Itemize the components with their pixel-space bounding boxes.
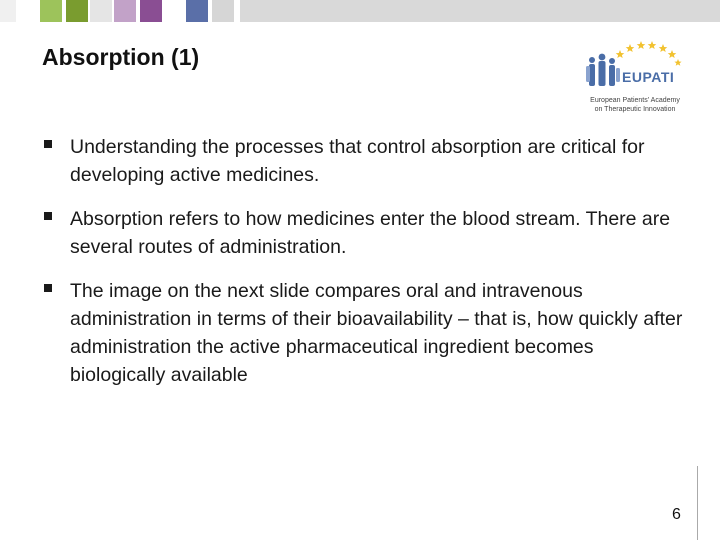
color-block-7	[186, 0, 208, 22]
page-number: 6	[672, 506, 681, 523]
color-block-6	[140, 0, 162, 22]
color-block-2	[40, 0, 62, 22]
bullet-item	[44, 133, 684, 189]
bullet-text: The image on the next slide compares oral and intravenous administration in terms of their bioavailability – that is, how quickly after administration the active pharmaceutical ingredient becomes biologically available	[70, 280, 683, 386]
logo-tagline-line-2: on Therapeutic Innovation	[594, 106, 676, 113]
bullet-text: Absorption refers to how medicines enter the blood stream. There are several routes of administration.	[70, 208, 671, 258]
color-block-4	[90, 0, 112, 22]
color-block-5	[114, 0, 136, 22]
top-bar-fill	[240, 0, 720, 22]
bullet-item	[44, 277, 684, 389]
square-bullet-icon	[44, 212, 52, 220]
square-bullet-icon	[44, 284, 52, 292]
slide-title: Absorption (1)	[42, 44, 200, 70]
logo-wordmark: EUPATI	[622, 69, 675, 85]
eupati-emblem-icon	[582, 36, 688, 96]
bullet-text: Understanding the processes that control absorption are critical for developing active medicines.	[70, 136, 645, 186]
logo-tagline-line-1: European Patients' Academy	[590, 97, 680, 104]
color-block-8	[212, 0, 234, 22]
bullet-item	[44, 205, 684, 261]
color-block-3	[66, 0, 88, 22]
page-number-divider	[697, 466, 698, 540]
color-block-1	[0, 0, 16, 22]
bullet-list	[44, 133, 684, 405]
square-bullet-icon	[44, 140, 52, 148]
top-color-bar	[0, 0, 720, 22]
logo-tagline	[582, 96, 688, 114]
eupati-logo	[582, 36, 688, 118]
